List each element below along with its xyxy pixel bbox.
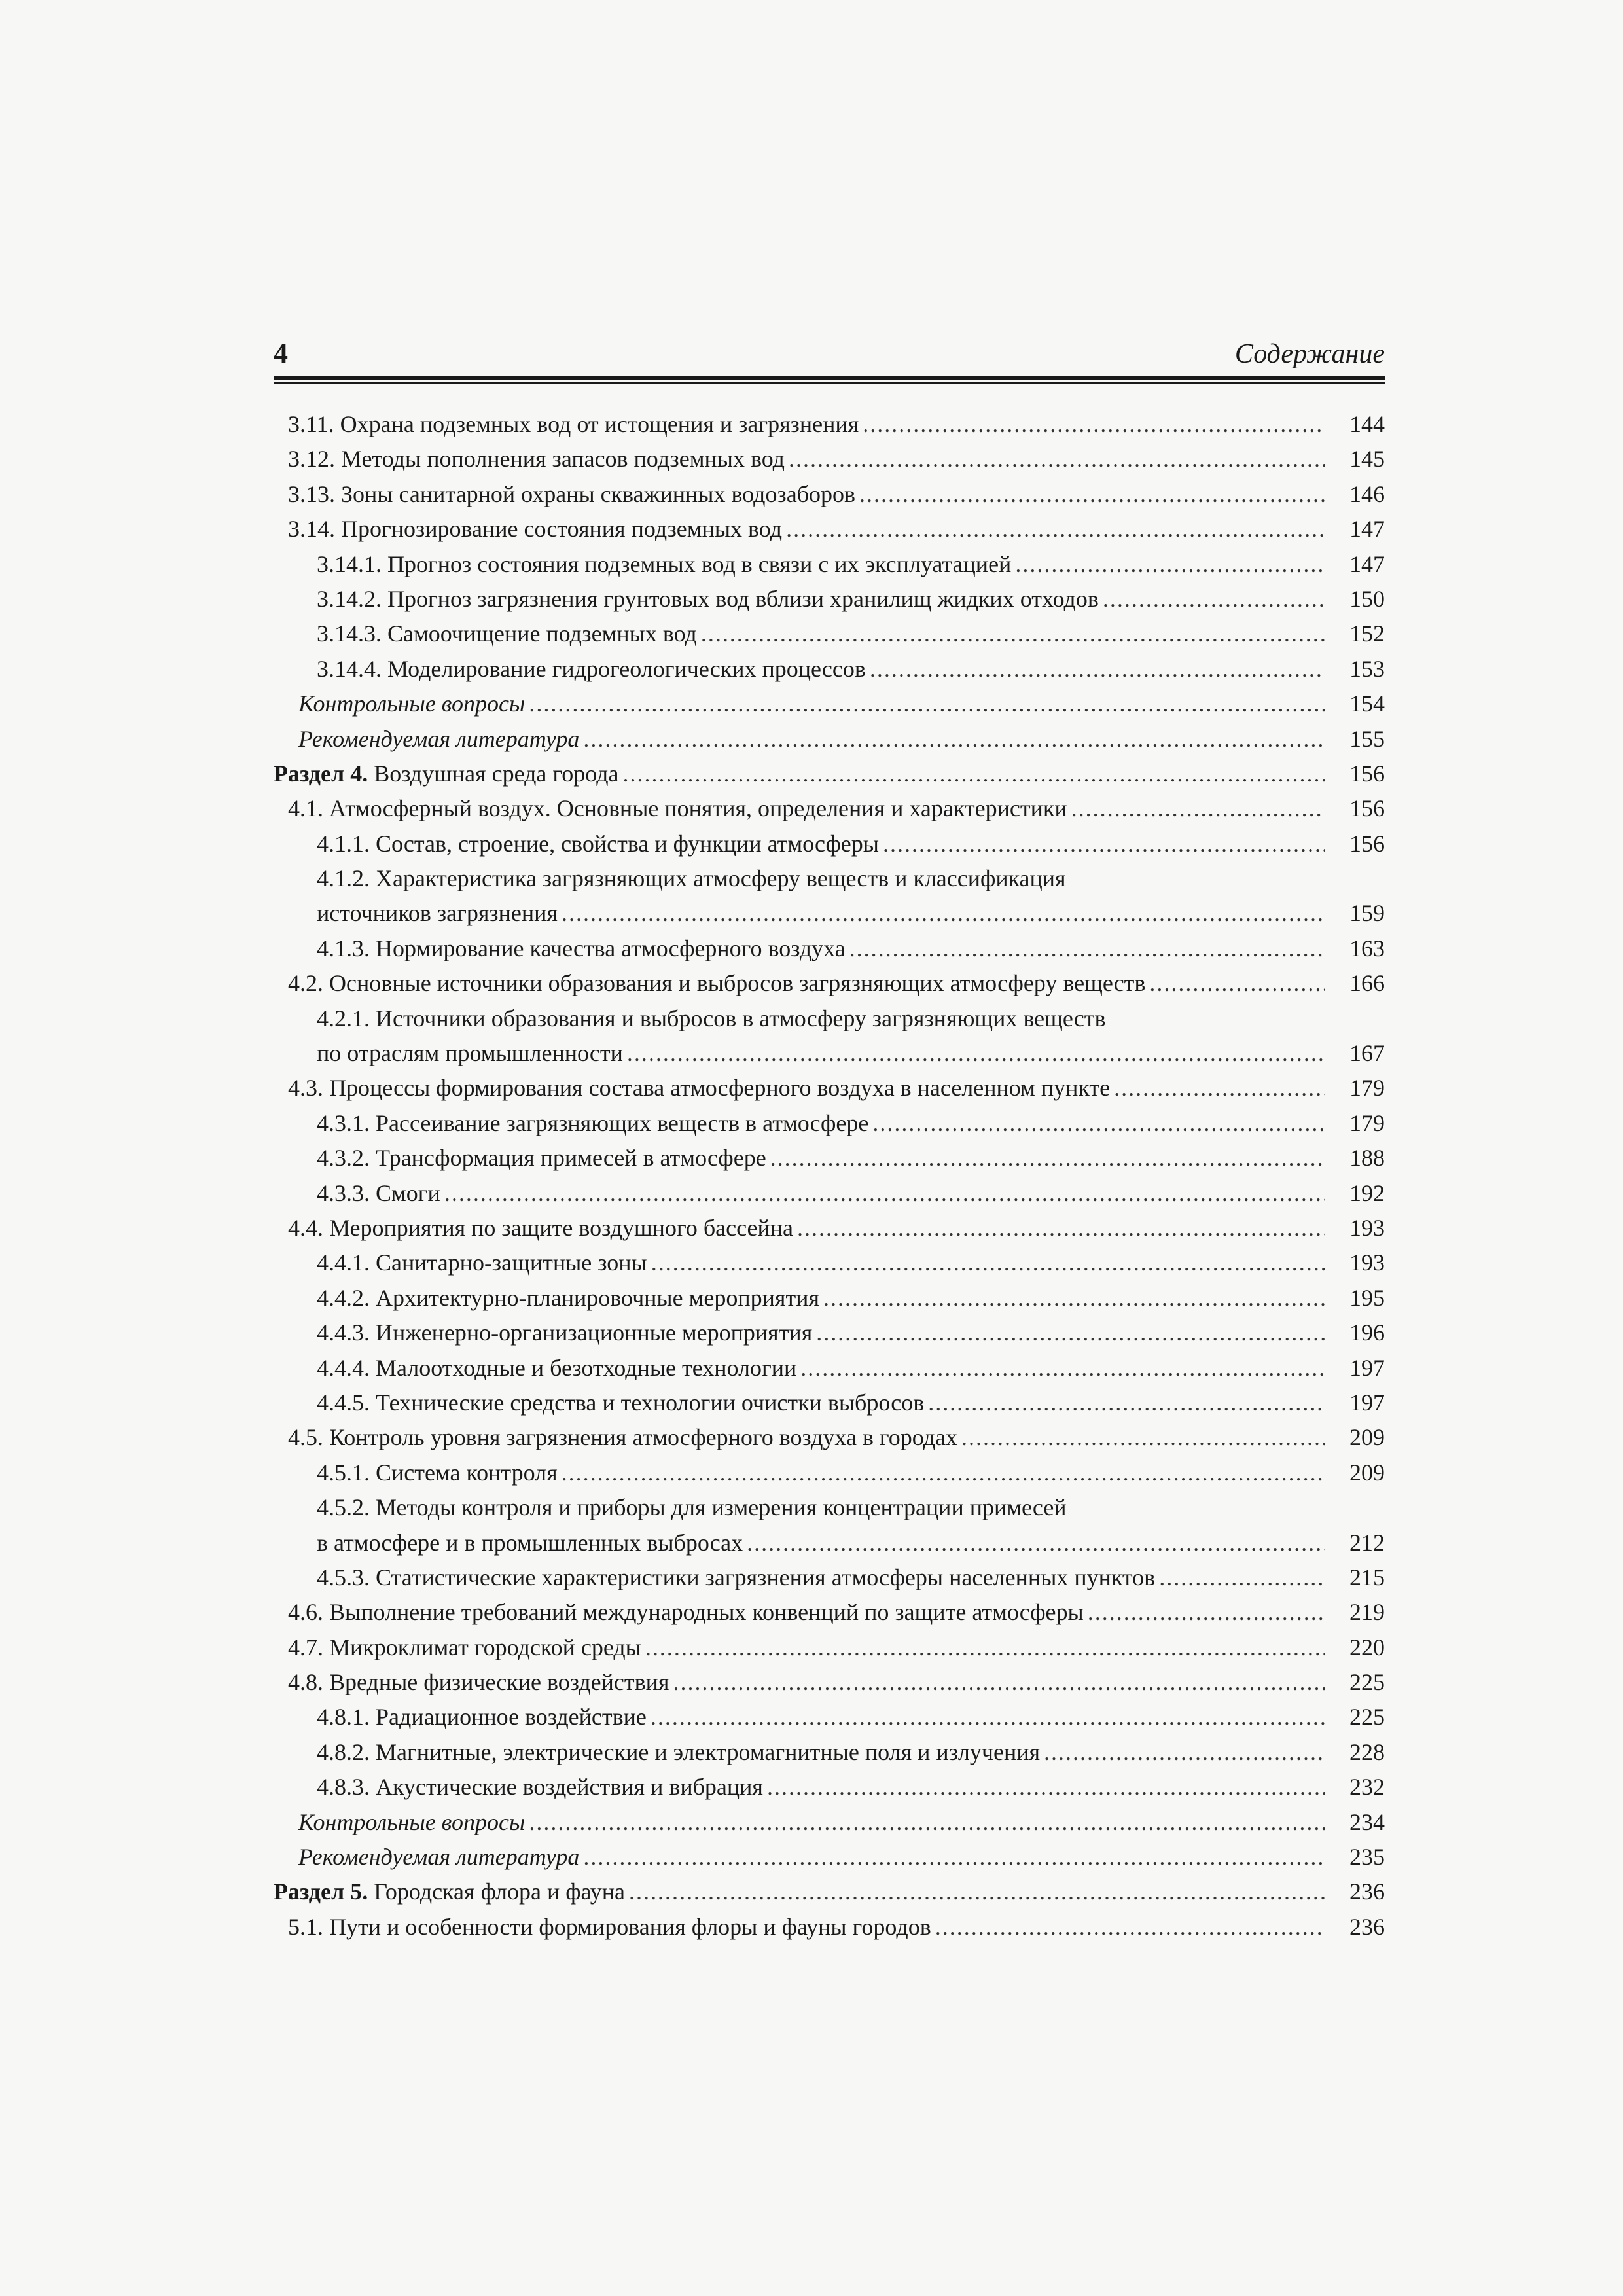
toc-entry-page: 152 <box>1349 620 1385 647</box>
toc-entry <box>274 1874 1385 1909</box>
toc-entry-title: Городская флора и фауна <box>368 1878 625 1905</box>
toc-entry-title: Источники образования и выбросов в атмосферу загрязняющих веществ <box>376 1005 1106 1031</box>
toc-entry <box>274 757 1385 791</box>
toc-entry <box>288 1420 1385 1455</box>
toc-entry-number: 4.3.2. <box>317 1145 376 1172</box>
toc-entry-page: 146 <box>1349 480 1385 507</box>
toc-entry-number: 3.12. <box>288 446 341 473</box>
toc-entry <box>317 931 1385 966</box>
dot-leader <box>1088 1595 1325 1630</box>
running-title: Содержание <box>1234 339 1385 369</box>
toc-entry <box>317 547 1385 582</box>
toc-entry <box>288 512 1385 547</box>
dot-leader <box>797 1211 1325 1246</box>
toc-entry <box>317 1001 1385 1071</box>
dot-leader <box>800 1351 1325 1386</box>
toc-entry-page: 196 <box>1349 1319 1385 1346</box>
toc-entry-page: 232 <box>1349 1774 1385 1801</box>
dot-leader <box>629 1874 1325 1909</box>
toc-entry-page: 225 <box>1349 1704 1385 1731</box>
toc-entry-page: 145 <box>1349 446 1385 473</box>
toc-entry-number: 4.8.1. <box>317 1704 376 1731</box>
toc-entry <box>298 687 1385 721</box>
toc-entry-title: Состав, строение, свойства и функции атмосферы <box>376 830 879 857</box>
table-of-contents <box>0 407 1623 1945</box>
toc-entry-number: 4.8.3. <box>317 1774 376 1801</box>
dot-leader <box>859 477 1325 512</box>
dot-leader <box>701 617 1325 651</box>
dot-leader <box>1015 547 1325 582</box>
toc-entry-title: Контрольные вопросы <box>298 1808 526 1835</box>
toc-entry <box>317 1560 1385 1595</box>
toc-entry-title: Контрольные вопросы <box>298 691 526 717</box>
toc-entry-number: 3.14.4. <box>317 655 387 682</box>
toc-entry-title: Контроль уровня загрязнения атмосферного воздуха в городах <box>329 1424 958 1451</box>
toc-entry <box>317 1316 1385 1350</box>
dot-leader <box>823 1281 1325 1316</box>
toc-entry-title: Методы контроля и приборы для измерения концентрации примесей <box>376 1494 1067 1521</box>
toc-entry-page: 167 <box>1349 1040 1385 1067</box>
toc-entry <box>288 1665 1385 1700</box>
toc-entry-number: 3.14.2. <box>317 585 387 612</box>
toc-entry-page: 163 <box>1349 935 1385 961</box>
dot-leader <box>1149 966 1325 1001</box>
toc-entry-number: 4.1.3. <box>317 935 376 961</box>
toc-entry <box>317 1246 1385 1280</box>
toc-entry-number: 4.1.1. <box>317 830 376 857</box>
toc-entry-number: 4.3. <box>288 1075 329 1102</box>
toc-entry-number: 4.3.1. <box>317 1109 376 1136</box>
toc-entry <box>288 791 1385 826</box>
dot-leader <box>770 1141 1325 1175</box>
toc-entry <box>288 477 1385 512</box>
toc-entry-number: 4.2.1. <box>317 1005 376 1031</box>
toc-entry-number: 4.8.2. <box>317 1738 376 1765</box>
dot-leader <box>623 757 1325 791</box>
toc-entry-title: Воздушная среда города <box>368 760 619 787</box>
dot-leader <box>1159 1560 1325 1595</box>
dot-leader <box>1071 791 1325 826</box>
toc-entry-title: Рекомендуемая литература <box>298 725 580 752</box>
toc-entry-title: Пути и особенности формирования флоры и фауны городов <box>329 1913 931 1940</box>
toc-entry-title: Процессы формирования состава атмосферного воздуха в населенном пункте <box>329 1075 1111 1102</box>
dot-leader <box>883 827 1325 861</box>
toc-entry-page: 197 <box>1349 1389 1385 1416</box>
toc-entry-title: Выполнение требований международных конвенций по защите атмосферы <box>329 1599 1084 1626</box>
toc-entry-page: 153 <box>1349 655 1385 682</box>
toc-entry-number: 4.6. <box>288 1599 329 1626</box>
dot-leader <box>863 407 1325 442</box>
toc-entry-title: Статистические характеристики загрязнения атмосферы населенных пунктов <box>376 1564 1156 1590</box>
toc-entry-number: 4.7. <box>288 1634 329 1660</box>
toc-entry-number: 4.5.1. <box>317 1459 376 1486</box>
toc-entry-title: Охрана подземных вод от истощения и загрязнения <box>340 411 859 437</box>
toc-entry-page: 155 <box>1349 725 1385 752</box>
toc-entry-title: Моделирование гидрогеологических процессов <box>387 655 866 682</box>
toc-entry-page: 212 <box>1349 1529 1385 1556</box>
toc-entry-title: Зоны санитарной охраны скважинных водозаборов <box>341 480 856 507</box>
dot-leader <box>562 1456 1325 1490</box>
toc-entry-page: 156 <box>1349 760 1385 787</box>
dot-leader <box>651 1246 1325 1280</box>
toc-entry-page: 166 <box>1349 970 1385 997</box>
page-header <box>274 331 1385 376</box>
toc-entry-title: Вредные физические воздействия <box>329 1669 669 1696</box>
dot-leader <box>562 896 1325 931</box>
toc-entry-number: 3.14.1. <box>317 550 387 577</box>
toc-entry-page: 193 <box>1349 1214 1385 1241</box>
toc-entry-page: 154 <box>1349 691 1385 717</box>
dot-leader <box>816 1316 1325 1350</box>
toc-entry-title: Основные источники образования и выбросов загрязняющих атмосферу веществ <box>329 970 1146 997</box>
toc-entry-page: 156 <box>1349 830 1385 857</box>
dot-leader <box>747 1526 1325 1560</box>
toc-entry-number: 4.5.3. <box>317 1564 376 1590</box>
toc-entry-page: 150 <box>1349 585 1385 612</box>
toc-entry-number: 4.4.2. <box>317 1284 376 1311</box>
toc-entry-title: Прогнозирование состояния подземных вод <box>341 516 783 543</box>
toc-entry-title: Радиационное воздействие <box>376 1704 647 1731</box>
toc-entry-number: 3.13. <box>288 480 341 507</box>
toc-entry-title: Трансформация примесей в атмосфере <box>376 1145 766 1172</box>
toc-entry <box>317 582 1385 617</box>
dot-leader <box>786 512 1325 547</box>
dot-leader <box>583 1840 1325 1874</box>
toc-entry <box>317 861 1385 931</box>
dot-leader <box>935 1910 1325 1945</box>
toc-entry-number: 4.3.3. <box>317 1179 376 1206</box>
toc-entry-title: Прогноз состояния подземных вод в связи с их эксплуатацией <box>387 550 1012 577</box>
toc-entry <box>317 1770 1385 1804</box>
toc-entry <box>317 827 1385 861</box>
toc-entry-page: 179 <box>1349 1075 1385 1102</box>
toc-entry-page: 195 <box>1349 1284 1385 1311</box>
toc-entry <box>288 1071 1385 1105</box>
toc-entry-page: 209 <box>1349 1459 1385 1486</box>
dot-leader <box>583 722 1325 757</box>
toc-entry <box>317 617 1385 651</box>
toc-entry <box>317 1141 1385 1175</box>
toc-entry <box>317 652 1385 687</box>
toc-entry-page: 235 <box>1349 1844 1385 1871</box>
toc-entry <box>288 1211 1385 1246</box>
toc-entry <box>288 1595 1385 1630</box>
toc-entry <box>317 1456 1385 1490</box>
toc-entry-number: 3.14.3. <box>317 620 387 647</box>
toc-entry-page: 228 <box>1349 1738 1385 1765</box>
toc-entry-title: Атмосферный воздух. Основные понятия, определения и характеристики <box>329 795 1067 822</box>
toc-entry-number: 5.1. <box>288 1913 329 1940</box>
toc-entry-title: Нормирование качества атмосферного воздуха <box>376 935 846 961</box>
toc-entry-title: Магнитные, электрические и электромагнитные поля и излучения <box>376 1738 1041 1765</box>
toc-entry-number: Раздел 4. <box>274 760 368 787</box>
toc-entry-number: 4.4.3. <box>317 1319 376 1346</box>
dot-leader <box>961 1420 1325 1455</box>
toc-entry-page: 192 <box>1349 1179 1385 1206</box>
dot-leader <box>444 1176 1325 1211</box>
toc-entry-page: 156 <box>1349 795 1385 822</box>
dot-leader <box>767 1770 1325 1804</box>
dot-leader <box>645 1630 1325 1665</box>
toc-entry-page: 220 <box>1349 1634 1385 1660</box>
toc-entry-number: Раздел 5. <box>274 1878 368 1905</box>
toc-entry-number: 4.1.2. <box>317 865 376 892</box>
toc-entry-title: Смоги <box>376 1179 440 1206</box>
toc-entry-page: 209 <box>1349 1424 1385 1451</box>
dot-leader <box>529 1805 1325 1840</box>
toc-entry <box>317 1386 1385 1420</box>
toc-entry-number: 3.14. <box>288 516 341 543</box>
toc-entry-page: 147 <box>1349 550 1385 577</box>
toc-entry <box>317 1735 1385 1770</box>
toc-entry-title: Прогноз загрязнения грунтовых вод вблизи хранилищ жидких отходов <box>387 585 1099 612</box>
toc-entry <box>288 966 1385 1001</box>
toc-entry <box>317 1106 1385 1141</box>
dot-leader <box>849 931 1325 966</box>
toc-entry <box>317 1700 1385 1734</box>
toc-entry-title: Акустические воздействия и вибрация <box>376 1774 763 1801</box>
dot-leader <box>870 652 1325 687</box>
dot-leader <box>872 1106 1325 1141</box>
dot-leader <box>1044 1735 1325 1770</box>
toc-entry-title: Архитектурно-планировочные мероприятия <box>376 1284 820 1311</box>
dot-leader <box>529 687 1325 721</box>
toc-entry-page: 197 <box>1349 1354 1385 1381</box>
header-rule-thick <box>274 376 1385 380</box>
toc-entry-page: 188 <box>1349 1145 1385 1172</box>
toc-entry-title: Система контроля <box>376 1459 558 1486</box>
toc-entry-page: 225 <box>1349 1669 1385 1696</box>
toc-entry-page: 147 <box>1349 516 1385 543</box>
page-number: 4 <box>274 337 288 369</box>
toc-entry <box>317 1176 1385 1211</box>
toc-entry-title-continued: по отраслям промышленности <box>317 1040 623 1067</box>
toc-entry-number: 4.5.2. <box>317 1494 376 1521</box>
toc-entry-title: Самоочищение подземных вод <box>387 620 697 647</box>
dot-leader <box>627 1036 1325 1071</box>
toc-entry-number: 4.1. <box>288 795 329 822</box>
toc-entry-title: Рекомендуемая литература <box>298 1844 580 1871</box>
dot-leader <box>651 1700 1325 1734</box>
toc-entry-number: 4.4.5. <box>317 1389 376 1416</box>
dot-leader <box>1114 1071 1325 1105</box>
toc-entry-title: Характеристика загрязняющих атмосферу веществ и классификация <box>376 865 1066 892</box>
toc-entry-number: 4.8. <box>288 1669 329 1696</box>
toc-entry <box>288 1910 1385 1945</box>
toc-entry-title: Методы пополнения запасов подземных вод <box>341 446 785 473</box>
toc-entry-title: Малоотходные и безотходные технологии <box>376 1354 797 1381</box>
dot-leader <box>928 1386 1325 1420</box>
toc-entry-number: 4.2. <box>288 970 329 997</box>
toc-entry-title-continued: в атмосфере и в промышленных выбросах <box>317 1529 743 1556</box>
header-rule-thin <box>274 382 1385 384</box>
toc-entry-number: 4.4.1. <box>317 1249 376 1276</box>
toc-entry-title: Санитарно-защитные зоны <box>376 1249 647 1276</box>
toc-entry-title: Микроклимат городской среды <box>329 1634 641 1660</box>
toc-entry <box>298 1805 1385 1840</box>
toc-entry-number: 3.11. <box>288 411 340 437</box>
toc-entry <box>298 1840 1385 1874</box>
toc-entry-page: 215 <box>1349 1564 1385 1590</box>
toc-entry-page: 234 <box>1349 1808 1385 1835</box>
dot-leader <box>789 442 1325 476</box>
toc-entry-page: 219 <box>1349 1599 1385 1626</box>
toc-entry-page: 236 <box>1349 1878 1385 1905</box>
toc-entry <box>288 407 1385 442</box>
toc-entry <box>288 1630 1385 1665</box>
dot-leader <box>673 1665 1325 1700</box>
toc-entry <box>317 1490 1385 1560</box>
toc-entry <box>288 442 1385 476</box>
toc-entry-page: 193 <box>1349 1249 1385 1276</box>
toc-entry <box>317 1281 1385 1316</box>
toc-entry-page: 159 <box>1349 900 1385 927</box>
toc-entry-title: Мероприятия по защите воздушного бассейна <box>329 1214 793 1241</box>
toc-entry <box>298 722 1385 757</box>
toc-entry-page: 144 <box>1349 411 1385 437</box>
dot-leader <box>1103 582 1325 617</box>
toc-entry-page: 236 <box>1349 1913 1385 1940</box>
toc-entry-page: 179 <box>1349 1109 1385 1136</box>
toc-entry-number: 4.4.4. <box>317 1354 376 1381</box>
toc-entry-number: 4.5. <box>288 1424 329 1451</box>
toc-entry <box>317 1351 1385 1386</box>
toc-entry-title: Рассеивание загрязняющих веществ в атмосфере <box>376 1109 869 1136</box>
toc-entry-title: Технические средства и технологии очистки выбросов <box>376 1389 925 1416</box>
toc-entry-number: 4.4. <box>288 1214 329 1241</box>
toc-entry-title-continued: источников загрязнения <box>317 900 558 927</box>
toc-entry-title: Инженерно-организационные мероприятия <box>376 1319 813 1346</box>
